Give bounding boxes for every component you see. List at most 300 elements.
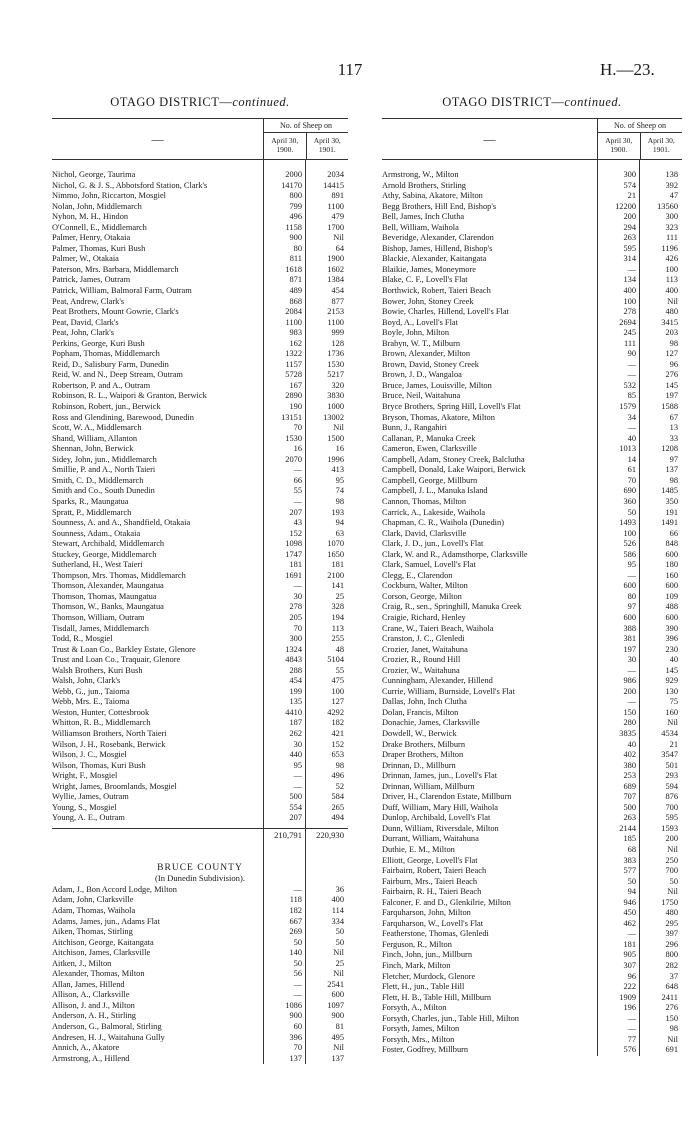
table-row xyxy=(382,750,682,761)
sheep-1900: 190 xyxy=(289,402,302,412)
table-row xyxy=(382,993,682,1004)
owner-name: Brabyn, W. T., Milburn xyxy=(382,338,461,348)
sheep-1901: 4292 xyxy=(327,707,344,717)
table-row xyxy=(52,959,348,970)
table-row xyxy=(52,423,348,434)
sheep-1900: 811 xyxy=(289,254,302,264)
sheep-1901: 230 xyxy=(665,644,678,654)
sheep-1901: 480 xyxy=(665,307,678,317)
owner-name: Thomson, W., Banks, Maungatua xyxy=(52,602,164,612)
sheep-header: No. of Sheep on xyxy=(264,119,348,133)
table-row xyxy=(52,938,348,949)
owner-name: Campbell, Adam, Stoney Creek, Balclutha xyxy=(382,454,525,464)
owner-name: Scott, W. A., Middlemarch xyxy=(52,423,142,433)
owner-name: Fairbairn, R. H., Taieri Beach xyxy=(382,887,482,897)
owner-name: Dolan, Francis, Milton xyxy=(382,707,459,717)
county-title: BRUCE COUNTY xyxy=(157,862,243,873)
table-row xyxy=(52,969,348,980)
sheep-1901: 494 xyxy=(331,813,344,823)
sheep-1901: 848 xyxy=(665,539,678,549)
table-row xyxy=(52,233,348,244)
sheep-1900: 314 xyxy=(623,254,636,264)
owner-name: Stewart, Archibald, Middlemarch xyxy=(52,539,165,549)
owner-name: Bishop, James, Hillend, Bishop's xyxy=(382,243,493,253)
sheep-1901: 475 xyxy=(331,676,344,686)
sheep-1900: 2000 xyxy=(285,170,302,179)
sheep-1901: 2100 xyxy=(327,570,344,580)
owner-name: Nichol, G. & J. S., Abbotsford Station, Clark's xyxy=(52,180,208,190)
owner-name: Fletcher, Murdock, Glenore xyxy=(382,971,476,981)
sheep-1900: 799 xyxy=(289,201,302,211)
table-row xyxy=(52,254,348,265)
table-row xyxy=(382,212,682,223)
sheep-1900: 526 xyxy=(623,539,636,549)
table-row xyxy=(52,771,348,782)
sheep-1900: 263 xyxy=(623,233,636,243)
sheep-1900: 381 xyxy=(623,634,636,644)
sheep-1901: 1900 xyxy=(327,254,344,264)
table-header xyxy=(52,118,348,160)
sheep-1900: 197 xyxy=(623,644,636,654)
sheep-1900: 30 xyxy=(627,655,636,665)
sheep-1901: 16 xyxy=(335,444,344,454)
table-row xyxy=(52,948,348,959)
sheep-1901: 265 xyxy=(331,802,344,812)
owner-name: Blackie, Alexander, Kaitangata xyxy=(382,254,487,264)
sheep-1900: 140 xyxy=(289,948,302,958)
sheep-1900: 40 xyxy=(627,739,636,749)
sheep-1900: — xyxy=(293,990,302,1000)
sheep-1900: 56 xyxy=(293,969,302,979)
sheep-1901: 600 xyxy=(665,581,678,591)
sheep-1901: 197 xyxy=(665,391,678,401)
owner-name: Duthie, E. M., Milton xyxy=(382,845,455,854)
table-row xyxy=(52,297,348,308)
table-row xyxy=(382,297,682,308)
owner-name: Bryson, Thomas, Akatore, Milton xyxy=(382,412,495,422)
sheep-1901: 653 xyxy=(331,750,344,760)
sheep-1900: 90 xyxy=(627,349,636,359)
owner-name: Peat, John, Clark's xyxy=(52,328,114,338)
owner-name: Bunn, J., Rangahiri xyxy=(382,423,447,433)
sheep-1901: 2153 xyxy=(327,307,344,317)
owner-name: Annich, A., Akatore xyxy=(52,1043,120,1053)
col-1901-header: April 30, 1901. xyxy=(640,133,683,159)
sheep-1900: 1493 xyxy=(619,518,636,528)
sheep-1900: 1013 xyxy=(619,444,636,454)
table-row xyxy=(52,402,348,413)
owner-name: Cockburn, Walter, Milton xyxy=(382,581,468,591)
owner-name: Athy, Sabina, Akatore, Milton xyxy=(382,191,483,201)
owner-name: Adam, John, Clarksville xyxy=(52,895,134,905)
owner-name: Clark, Samuel, Lovell's Flat xyxy=(382,560,476,570)
sheep-1900: 1324 xyxy=(285,644,302,654)
name-column-header: — xyxy=(151,131,164,146)
sheep-1900: 2144 xyxy=(619,823,636,833)
owner-name: Perkins, George, Kuri Bush xyxy=(52,338,145,348)
table-row xyxy=(382,244,682,255)
sheep-1900: — xyxy=(627,359,636,369)
sheep-1900: 196 xyxy=(623,1003,636,1013)
table-row xyxy=(52,1022,348,1033)
sheep-1900: 2890 xyxy=(285,391,302,401)
sheep-1901: 1602 xyxy=(327,264,344,274)
table-row xyxy=(52,434,348,445)
owner-name: Clark, J. D., jun., Lovell's Flat xyxy=(382,539,484,549)
sheep-1900: 43 xyxy=(293,518,302,528)
sheep-1901: 13 xyxy=(669,423,678,433)
sheep-1901: 66 xyxy=(669,528,678,538)
sheep-1901: 5217 xyxy=(327,370,344,380)
owner-name: Sparks, R., Maungatua xyxy=(52,496,129,506)
owner-name: Bower, John, Stoney Creek xyxy=(382,296,474,306)
table-row xyxy=(382,666,682,677)
table-row xyxy=(52,624,348,635)
sheep-1900: 55 xyxy=(293,486,302,496)
sheep-1900: 1086 xyxy=(285,1000,302,1010)
owner-name: Robinson, Robert, jun., Berwick xyxy=(52,402,161,412)
sheep-1900: 50 xyxy=(293,937,302,947)
owner-name: Patrick, James, Outram xyxy=(52,275,131,285)
table-row xyxy=(52,655,348,666)
owner-name: Adams, James, jun., Adams Flat xyxy=(52,916,160,926)
sheep-1901: 691 xyxy=(665,1045,678,1055)
owner-name: Peat, David, Clark's xyxy=(52,317,119,327)
sheep-1900: 205 xyxy=(289,612,302,622)
sheep-1901: 128 xyxy=(331,338,344,348)
sheep-1900: 3835 xyxy=(619,728,636,738)
owner-name: Thomson, Thomas, Maungatua xyxy=(52,591,157,601)
sheep-1900: 181 xyxy=(289,560,302,570)
table-row xyxy=(52,370,348,381)
owner-name: Falconer, F. and D., Glenkilrie, Milton xyxy=(382,897,511,907)
sheep-1901: 96 xyxy=(669,359,678,369)
owner-name: Todd, R., Mosgiel xyxy=(52,634,113,644)
table-row xyxy=(382,560,682,571)
sheep-1901: 876 xyxy=(665,792,678,802)
sheep-1901: 203 xyxy=(665,328,678,338)
sheep-1901: 891 xyxy=(331,191,344,201)
sheep-1901: 1650 xyxy=(327,549,344,559)
sheep-1901: 74 xyxy=(335,486,344,496)
owner-name: Patrick, William, Balmoral Farm, Outram xyxy=(52,286,192,296)
sheep-1901: 55 xyxy=(335,665,344,675)
sheep-1901: 1384 xyxy=(327,275,344,285)
sheep-1901: 37 xyxy=(669,971,678,981)
sheep-1900: 111 xyxy=(624,338,636,348)
sheep-1901: 48 xyxy=(335,644,344,654)
sheep-1901: 1196 xyxy=(661,243,678,253)
owner-name: Finch, Mark, Milton xyxy=(382,961,451,971)
owner-name: Peat, Andrew, Clark's xyxy=(52,296,125,306)
owner-name: Ferguson, R., Milton xyxy=(382,939,452,949)
sheep-1901: 5104 xyxy=(327,655,344,665)
table-row xyxy=(382,486,682,497)
sheep-1901: 1070 xyxy=(327,539,344,549)
sheep-1900: 14 xyxy=(627,454,636,464)
sheep-1901: 421 xyxy=(331,728,344,738)
table-row xyxy=(52,328,348,339)
sheep-1901: 282 xyxy=(665,961,678,971)
table-row xyxy=(52,885,348,896)
sheep-1901: 413 xyxy=(331,465,344,475)
sheep-1901: 1100 xyxy=(327,317,344,327)
owner-name: Wyllie, James, Outram xyxy=(52,792,129,802)
table-row xyxy=(382,529,682,540)
table-row xyxy=(382,1014,682,1025)
sheep-1901: 328 xyxy=(331,602,344,612)
owner-name: Drinnan, James, jun., Lovell's Flat xyxy=(382,771,498,781)
owner-name: Featherstone, Thomas, Glenledi xyxy=(382,929,489,939)
sheep-1901: 400 xyxy=(331,895,344,905)
sheep-1901: 1097 xyxy=(327,1000,344,1010)
sheep-1901: 14415 xyxy=(323,180,344,190)
owner-name: Boyle, John, Milton xyxy=(382,328,450,338)
owner-name: Palmer, Thomas, Kuri Bush xyxy=(52,243,146,253)
table-row xyxy=(52,645,348,656)
owner-name: Elliott, George, Lovell's Flat xyxy=(382,855,478,865)
sheep-1900: 440 xyxy=(289,750,302,760)
sheep-1900: 1618 xyxy=(285,264,302,274)
owner-name: Sounness, A. and A., Shandfield, Otakaia xyxy=(52,518,191,528)
table-row xyxy=(52,223,348,234)
sheep-1900: 4410 xyxy=(285,707,302,717)
sheep-1900: 288 xyxy=(289,665,302,675)
sheep-1901: Nil xyxy=(333,233,344,243)
sheep-1900: 80 xyxy=(293,243,302,253)
table-row xyxy=(52,550,348,561)
table-row xyxy=(52,349,348,360)
sheep-1900: 34 xyxy=(627,412,636,422)
owner-name: Brown, J. D., Wangaloa xyxy=(382,370,462,380)
sheep-1900: 181 xyxy=(623,939,636,949)
sheep-1901: 595 xyxy=(665,813,678,823)
owner-name: Aitchison, George, Kaitangata xyxy=(52,937,154,947)
sheep-1900: 50 xyxy=(627,876,636,886)
owner-name: Blaikie, James, Moneymore xyxy=(382,264,476,274)
table-row xyxy=(382,349,682,360)
sheep-1900: 30 xyxy=(293,591,302,601)
sheep-1901: 1000 xyxy=(327,402,344,412)
table-row xyxy=(52,391,348,402)
table-row xyxy=(52,813,348,824)
owner-name: Sounness, Adam., Otakaia xyxy=(52,528,141,538)
sheep-1901: 397 xyxy=(665,929,678,939)
sheep-1900: 689 xyxy=(623,781,636,791)
owner-name: Begg Brothers, Hill End, Bishop's xyxy=(382,201,497,211)
sheep-1901: 98 xyxy=(669,1024,678,1034)
sheep-1900: 1579 xyxy=(619,402,636,412)
owner-name: Arnold Brothers, Stirling xyxy=(382,180,466,190)
owner-name: Bruce, Neil, Waitahuna xyxy=(382,391,461,401)
table-row xyxy=(382,181,682,192)
sheep-1901: 191 xyxy=(665,507,678,517)
sheep-1901: 426 xyxy=(665,254,678,264)
owner-name: Thomson, William, Outram xyxy=(52,612,145,622)
owner-name: Bryce Brothers, Spring Hill, Lovell's Flat xyxy=(382,402,521,412)
table-row xyxy=(382,286,682,297)
sheep-header: No. of Sheep on xyxy=(598,119,682,133)
sheep-1900: 66 xyxy=(293,475,302,485)
table-row xyxy=(382,877,682,888)
sheep-1900: 489 xyxy=(289,286,302,296)
owner-name: Palmer, Henry, Otakaia xyxy=(52,233,131,243)
owner-name: Wright, F., Mosgiel xyxy=(52,771,118,781)
owner-name: Crozier, R., Round Hill xyxy=(382,655,461,665)
owner-name: Bell, William, Waihola xyxy=(382,222,459,232)
sheep-1900: 50 xyxy=(293,958,302,968)
sheep-1900: 4843 xyxy=(285,655,302,665)
table-row xyxy=(382,898,682,909)
table-row xyxy=(52,697,348,708)
owner-name: Duff, William, Mary Hill, Waihola xyxy=(382,802,498,812)
sheep-1901: 75 xyxy=(669,697,678,707)
table-row xyxy=(382,1024,682,1035)
owner-name: Draper Brothers, Milton xyxy=(382,750,464,760)
sheep-1900: 118 xyxy=(289,895,302,905)
owner-name: Adam, Thomas, Waihola xyxy=(52,906,136,915)
sheep-1901: 1593 xyxy=(661,823,678,833)
sheep-1900: 462 xyxy=(623,918,636,928)
sheep-1900: 162 xyxy=(289,338,302,348)
owner-name: Smith and Co., South Dunedin xyxy=(52,486,155,496)
sheep-1901: 600 xyxy=(331,990,344,1000)
owner-name: Dunn, William, Riversdale, Milton xyxy=(382,823,499,833)
table-row xyxy=(52,581,348,592)
owner-name: Trust & Loan Co., Barkley Estate, Glenore xyxy=(52,644,196,654)
sheep-1901: 390 xyxy=(665,623,678,633)
table-row xyxy=(382,318,682,329)
sheep-1901: 150 xyxy=(665,1013,678,1023)
table-row xyxy=(52,181,348,192)
sheep-1900: 532 xyxy=(623,380,636,390)
sheep-1900: 454 xyxy=(289,676,302,686)
owner-name: Wilson, J. C., Mosgiel xyxy=(52,750,127,760)
sheep-1901: 33 xyxy=(669,433,678,443)
sheep-1901: 98 xyxy=(335,760,344,770)
sheep-1900: 586 xyxy=(623,549,636,559)
sheep-1900: — xyxy=(627,423,636,433)
sheep-1901: 193 xyxy=(331,507,344,517)
sheep-1900: 199 xyxy=(289,686,302,696)
table-row xyxy=(52,286,348,297)
table-row xyxy=(382,803,682,814)
sheep-1901: 1208 xyxy=(661,444,678,454)
table-row xyxy=(382,740,682,751)
sheep-1900: 360 xyxy=(623,496,636,506)
sheep-1900: — xyxy=(293,465,302,475)
sheep-1901: 2411 xyxy=(661,992,678,1002)
table-body xyxy=(52,160,348,1064)
sheep-1901: 495 xyxy=(331,1032,344,1042)
owner-name: Chapman, C. R., Waihola (Dunedin) xyxy=(382,518,504,528)
owner-name: Cameron, Ewen, Clarksville xyxy=(382,444,477,454)
sheep-1900: 2694 xyxy=(619,317,636,327)
sheep-1900: 450 xyxy=(623,908,636,918)
table-row xyxy=(52,708,348,719)
table-row xyxy=(52,360,348,371)
table-row xyxy=(382,402,682,413)
owner-name: Durrant, William, Waitahuna xyxy=(382,834,479,844)
table-row xyxy=(52,275,348,286)
sheep-1901: 47 xyxy=(669,191,678,201)
page-number: 117 xyxy=(337,60,363,79)
sheep-1900: 278 xyxy=(289,602,302,612)
sheep-1901: 293 xyxy=(665,771,678,781)
table-row xyxy=(52,170,348,181)
table-row xyxy=(382,645,682,656)
sheep-1900: — xyxy=(293,496,302,506)
owner-name: Webb, Mrs. E., Taioma xyxy=(52,697,130,707)
sheep-1900: 1098 xyxy=(285,539,302,549)
sheep-1901: 323 xyxy=(665,222,678,232)
table-row xyxy=(382,961,682,972)
owner-name: Walsh Brothers, Kuri Bush xyxy=(52,665,143,675)
sheep-1901: 454 xyxy=(331,286,344,296)
sheep-1901: 296 xyxy=(665,939,678,949)
sheep-1901: Nil xyxy=(333,948,344,958)
sheep-1901: 63 xyxy=(335,528,344,538)
owner-name: Armstrong, W., Milton xyxy=(382,170,459,179)
table-row xyxy=(382,391,682,402)
sheep-1900: 95 xyxy=(627,560,636,570)
sheep-1900: 278 xyxy=(623,307,636,317)
sheep-1900: 800 xyxy=(289,191,302,201)
owner-name: Robinson, R. L., Waipori & Granton, Berwick xyxy=(52,391,207,401)
owner-name: Webb, G., jun., Taioma xyxy=(52,686,130,696)
table-row xyxy=(52,1011,348,1022)
table-row xyxy=(382,972,682,983)
sheep-1901: 127 xyxy=(331,697,344,707)
owner-name: Aitchison, James, Clarksville xyxy=(52,948,151,958)
sheep-1900: 96 xyxy=(627,971,636,981)
sheep-1900: — xyxy=(627,1024,636,1034)
sheep-1900: 1747 xyxy=(285,549,302,559)
sheep-1901: 111 xyxy=(666,233,678,243)
owner-name: Forsyth, James, Milton xyxy=(382,1024,460,1034)
sheep-1901: Nil xyxy=(333,969,344,979)
table-row xyxy=(52,1043,348,1054)
sheep-1900: 207 xyxy=(289,507,302,517)
section-title: OTAGO DISTRICT—continued. xyxy=(110,95,290,109)
sheep-1901: 137 xyxy=(331,1053,344,1063)
sheep-1901: 114 xyxy=(331,906,344,915)
sheep-1900: 70 xyxy=(627,475,636,485)
owner-name: Wilson, Thomas, Kuri Bush xyxy=(52,760,146,770)
owner-name: Clark, W. and R., Adamsthorpe, Clarksville xyxy=(382,549,528,559)
sheep-1900: 576 xyxy=(623,1045,636,1055)
sheep-1901: 877 xyxy=(331,296,344,306)
sheep-1901: 50 xyxy=(335,937,344,947)
owner-name: O'Connell, E., Middlemarch xyxy=(52,222,147,232)
sheep-1900: — xyxy=(627,1013,636,1023)
table-row xyxy=(382,381,682,392)
total-1901: 220,930 xyxy=(316,829,344,840)
sheep-1900: 294 xyxy=(623,222,636,232)
owner-name: Allison, A., Clarksville xyxy=(52,990,130,1000)
owner-name: Ross and Glendining, Barewood, Dunedin xyxy=(52,412,194,422)
table-row xyxy=(382,423,682,434)
owner-name: Drinnan, D., Millburn xyxy=(382,760,456,770)
table-row xyxy=(52,676,348,687)
owner-name: Trust and Loan Co., Traquair, Glenore xyxy=(52,655,181,665)
sheep-1900: 152 xyxy=(289,528,302,538)
table-row xyxy=(382,697,682,708)
owner-name: Flett, H., jun., Table Hill xyxy=(382,982,465,992)
sheep-1900: 95 xyxy=(293,760,302,770)
owner-name: Tisdall, James, Middlemarch xyxy=(52,623,149,633)
sheep-1900: 400 xyxy=(623,286,636,296)
